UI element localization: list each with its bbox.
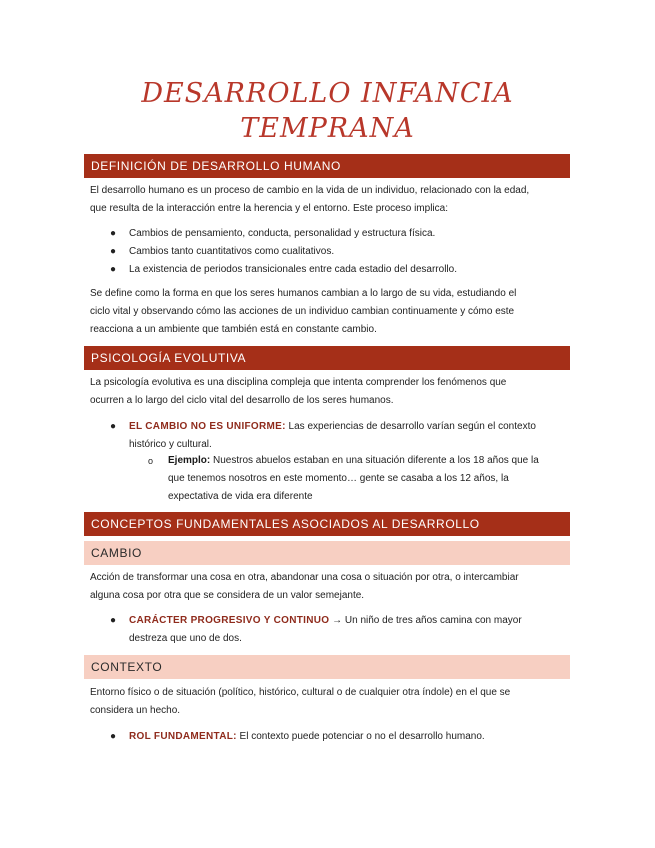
- example-label: Ejemplo:: [168, 455, 211, 466]
- paragraph-line: El desarrollo humano es un proceso de cambio en la vida de un individuo, relacionado con la edad,: [90, 185, 530, 196]
- section-heading-psicologia: PSICOLOGÍA EVOLUTIVA: [84, 346, 570, 370]
- paragraph-line: Entorno físico o de situación (político, histórico, cultural o de cualquier otra índole) en el que se: [90, 687, 511, 698]
- definicion-intro-paragraph: [90, 182, 568, 218]
- list-item-text-part: destreza que uno de dos.: [129, 633, 242, 644]
- list-item-text: La existencia de periodos transicionales entre cada estadio del desarrollo.: [129, 264, 457, 275]
- cambio-paragraph: [90, 569, 568, 605]
- keyword-label: EL CAMBIO NO ES UNIFORME:: [129, 421, 286, 432]
- document-title-line-2: TEMPRANA: [240, 113, 415, 144]
- section-heading-conceptos: CONCEPTOS FUNDAMENTALES ASOCIADOS AL DESARROLLO: [84, 512, 570, 536]
- list-item-text-part: → Un niño de tres años camina con mayor: [329, 615, 522, 626]
- list-item-text: Cambios de pensamiento, conducta, personalidad y estructura física.: [129, 228, 436, 239]
- list-item-text-part: histórico y cultural.: [129, 439, 212, 450]
- keyword-label: CARÁCTER PROGRESIVO Y CONTINUO: [129, 615, 330, 626]
- list-item-text: [129, 728, 485, 746]
- bullet-icon: ●: [110, 228, 117, 239]
- psicologia-intro-paragraph: [90, 374, 568, 410]
- list-item-text: [129, 418, 536, 454]
- document-title-line-1: DESARROLLO INFANCIA: [141, 78, 514, 109]
- paragraph-line: ocurren a lo largo del ciclo vital del desarrollo de los seres humanos.: [90, 395, 394, 406]
- paragraph-line: que resulta de la interacción entre la herencia y el entorno. Este proceso implica:: [90, 203, 448, 214]
- bullet-icon: ●: [110, 615, 117, 626]
- section-heading-definicion: DEFINICIÓN DE DESARROLLO HUMANO: [84, 154, 570, 178]
- paragraph-line: Acción de transformar una cosa en otra, abandonar una cosa o situación por otra, o intercambiar: [90, 572, 519, 583]
- bullet-icon: ●: [110, 246, 117, 257]
- sub-list-item-text: [168, 452, 539, 506]
- bullet-icon: ●: [110, 264, 117, 275]
- sub-list-item-text-part: que tenemos nosotros en este momento… gente se casaba a los 12 años, la: [168, 473, 509, 484]
- contexto-paragraph: [90, 684, 568, 720]
- sub-list-item-text-part: Nuestros abuelos estaban en una situación diferente a los 18 años que la: [210, 455, 539, 466]
- definicion-closing-paragraph: [90, 285, 568, 339]
- sub-list-item-text-part: expectativa de vida era diferente: [168, 491, 313, 502]
- circle-bullet-icon: o: [148, 456, 154, 466]
- keyword-label: ROL FUNDAMENTAL:: [129, 731, 237, 742]
- paragraph-line: Se define como la forma en que los seres humanos cambian a lo largo de su vida, estudiando el: [90, 288, 517, 299]
- list-item-text-part: El contexto puede potenciar o no el desarrollo humano.: [236, 731, 485, 742]
- list-item-text: Cambios tanto cuantitativos como cualitativos.: [129, 246, 335, 257]
- paragraph-line: ciclo vital y observando cómo las acciones de un individuo cambian continuamente y cómo este: [90, 306, 515, 317]
- bullet-icon: ●: [110, 421, 117, 432]
- list-item-text: [129, 612, 522, 648]
- list-item-text-part: Las experiencias de desarrollo varían según el contexto: [285, 421, 536, 432]
- paragraph-line: considera un hecho.: [90, 705, 181, 716]
- paragraph-line: alguna cosa por otra que se considera de un valor semejante.: [90, 590, 365, 601]
- subsection-heading-cambio: CAMBIO: [84, 541, 570, 565]
- subsection-heading-contexto: CONTEXTO: [84, 655, 570, 679]
- paragraph-line: La psicología evolutiva es una disciplina compleja que intenta comprender los fenómenos que: [90, 377, 507, 388]
- paragraph-line: reacciona a un ambiente que también está en constante cambio.: [90, 324, 377, 335]
- bullet-icon: ●: [110, 731, 117, 742]
